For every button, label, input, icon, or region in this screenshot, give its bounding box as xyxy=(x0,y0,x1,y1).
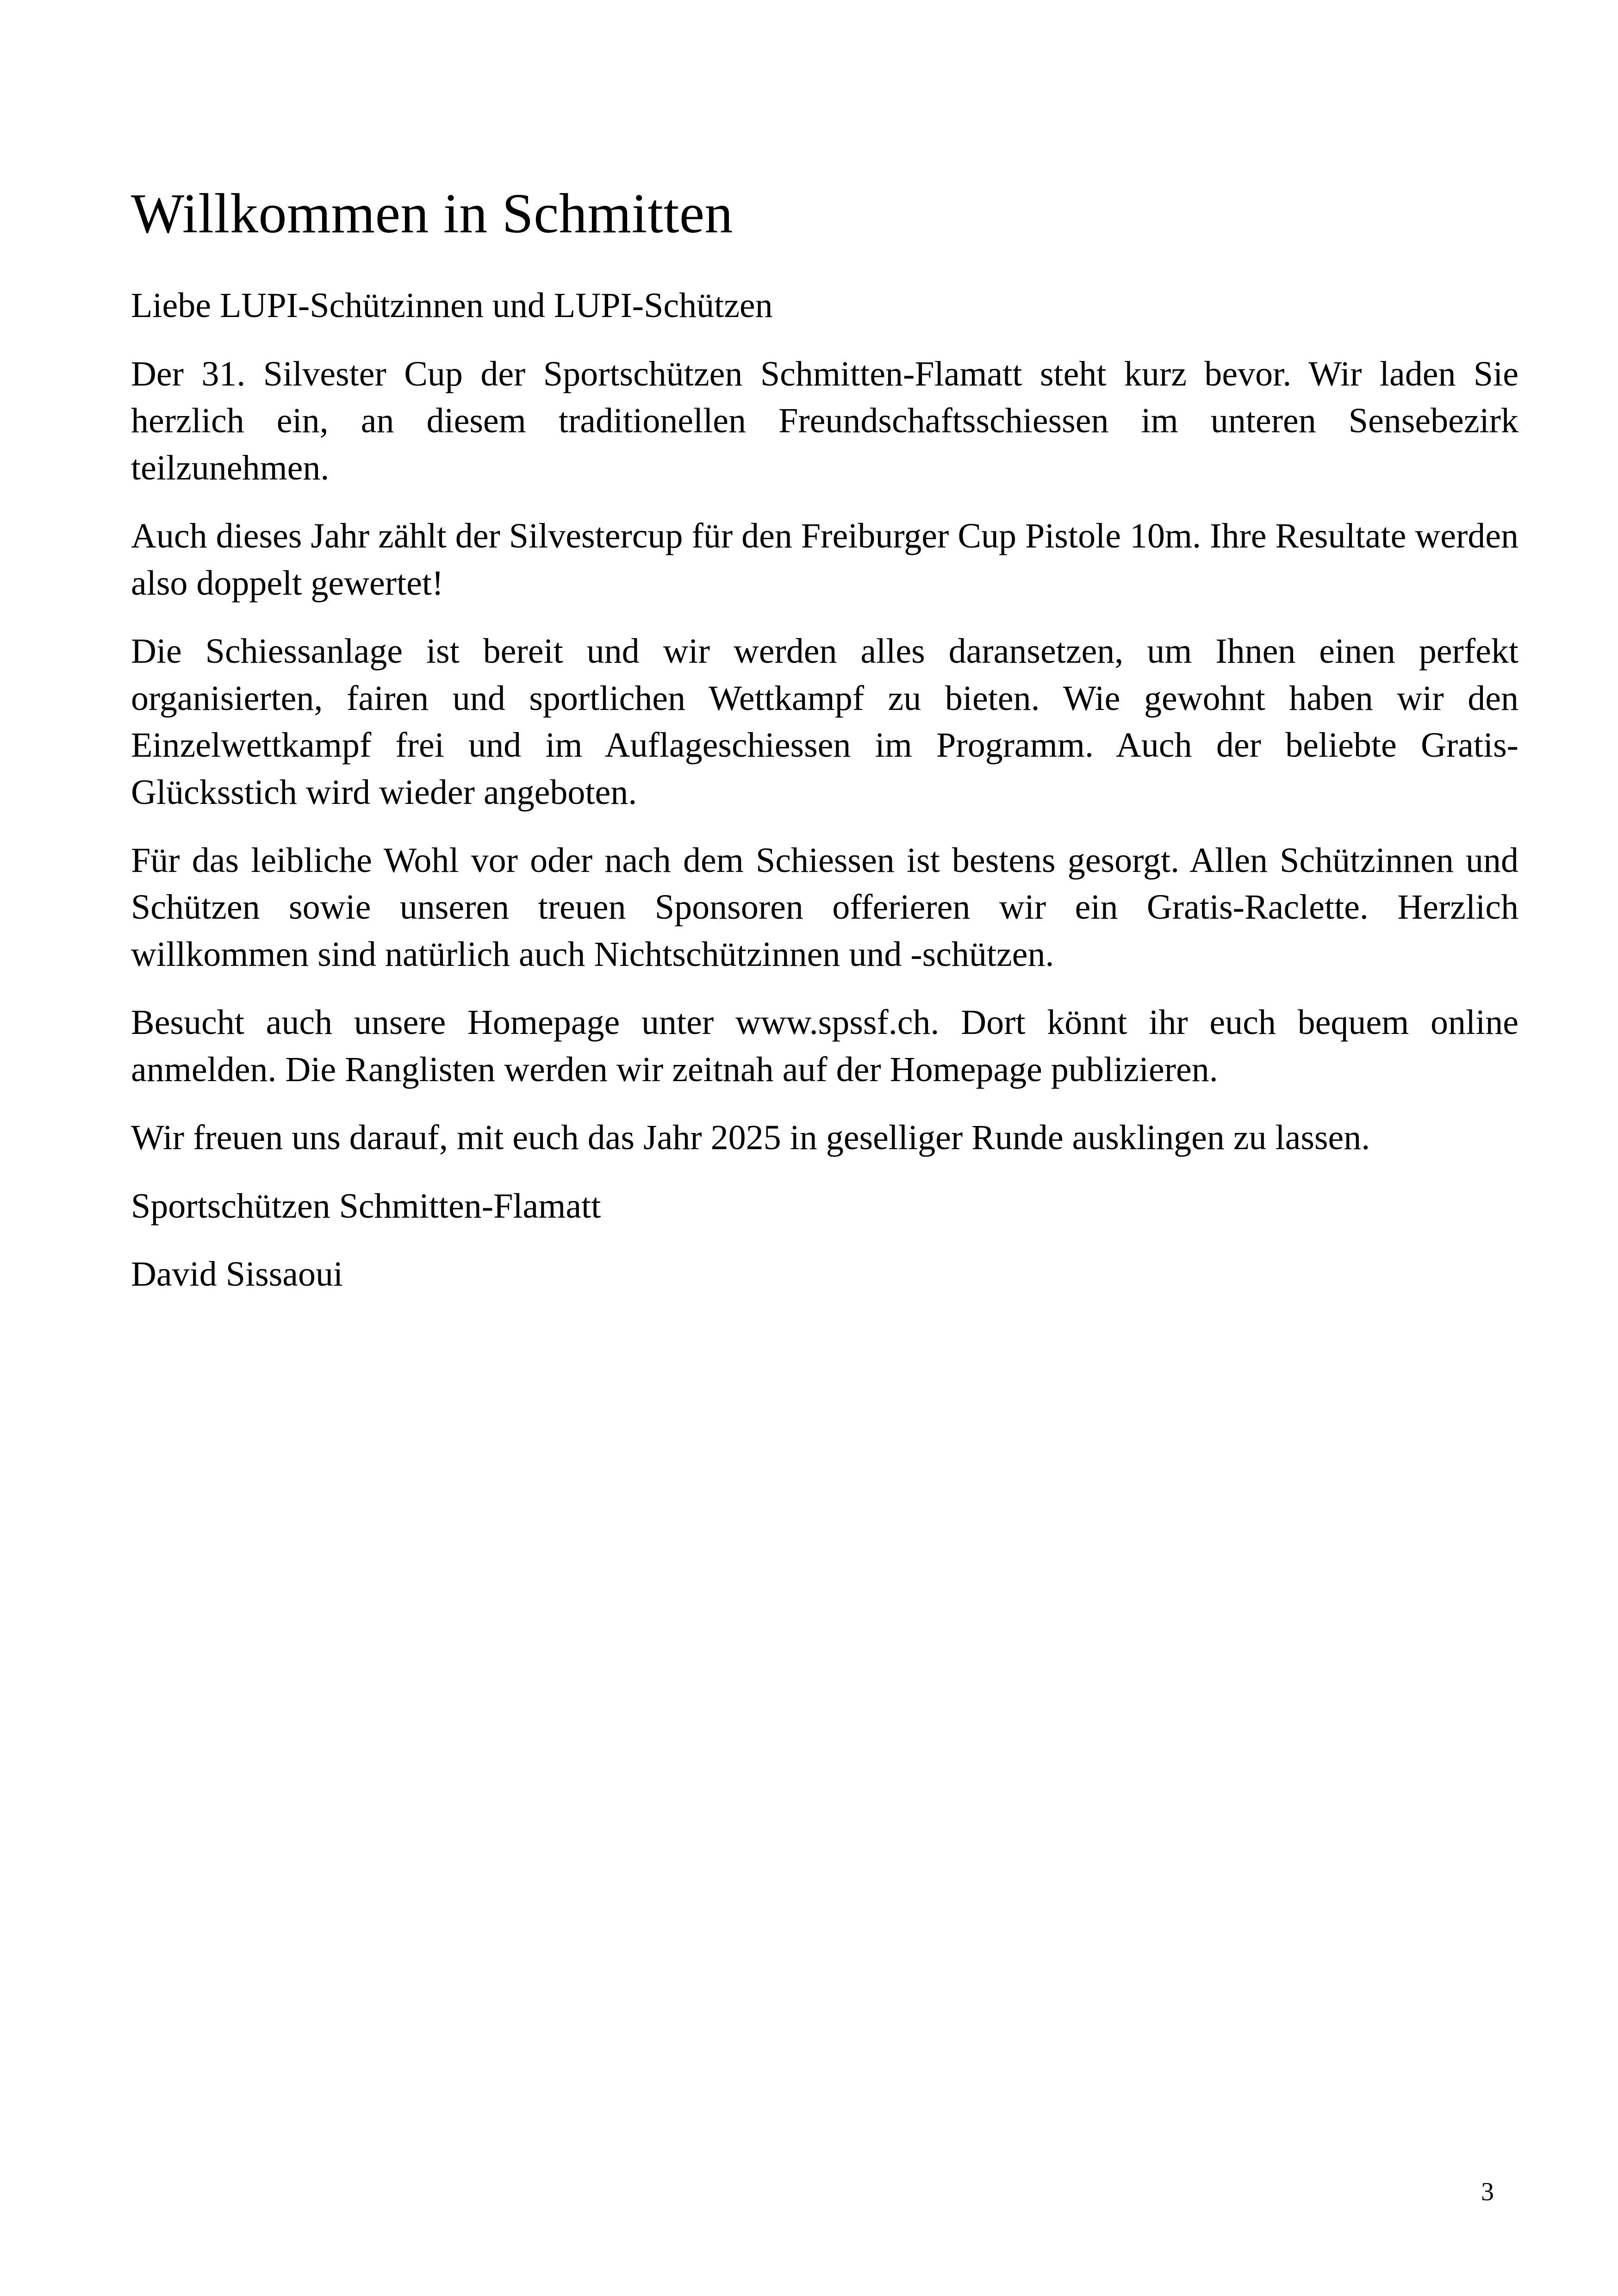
paragraph-closing: Wir freuen uns darauf, mit euch das Jahr 2025 in geselliger Runde ausklingen zu lassen. xyxy=(131,1118,1370,1157)
paragraph-homepage: Besucht auch unsere Homepage unter www.spssf.ch. Dort könnt ihr euch bequem online anmelden. Die Ranglisten werden wir zeitnah auf der Homepage publizieren. xyxy=(131,1003,1518,1089)
paragraph-freiburger-cup: Auch dieses Jahr zählt der Silvestercup für den Freiburger Cup Pistole 10m. Ihre Resultate werden also doppelt gewertet! xyxy=(131,516,1518,603)
signature-name: David Sissaoui xyxy=(131,1255,343,1294)
document-body xyxy=(131,182,1518,1319)
page-number: 3 xyxy=(1481,2178,1494,2206)
salutation-line: Liebe LUPI-Schützinnen und LUPI-Schützen xyxy=(131,286,773,325)
paragraph-verpflegung: Für das leibliche Wohl vor oder nach dem Schiessen ist bestens gesorgt. Allen Schützinnen und Schützen sowie unseren treuen Sponsoren offerieren wir ein Gratis-Raclette. Herzlich willkommen sind natürlich auch Nichtschützinnen und -schützen. xyxy=(131,840,1518,974)
signature-organization: Sportschützen Schmitten-Flamatt xyxy=(131,1186,601,1226)
paragraph-invitation: Der 31. Silvester Cup der Sportschützen Schmitten-Flamatt steht kurz bevor. Wir laden Sie herzlich ein, an diesem traditionellen Freundschaftsschiessen im unteren Sensebezirk teilzunehmen. xyxy=(131,354,1518,487)
paragraph-schiessanlage: Die Schiessanlage ist bereit und wir werden alles daransetzen, um Ihnen einen perfekt organisierten, fairen und sportlichen Wettkampf zu bieten. Wie gewohnt haben wir den Einzelwettkampf frei und im Auflageschiessen im Programm. Auch der beliebte Gratis-Glücksstich wird wieder angeboten. xyxy=(131,632,1518,812)
page-title: Willkommen in Schmitten xyxy=(131,182,734,245)
